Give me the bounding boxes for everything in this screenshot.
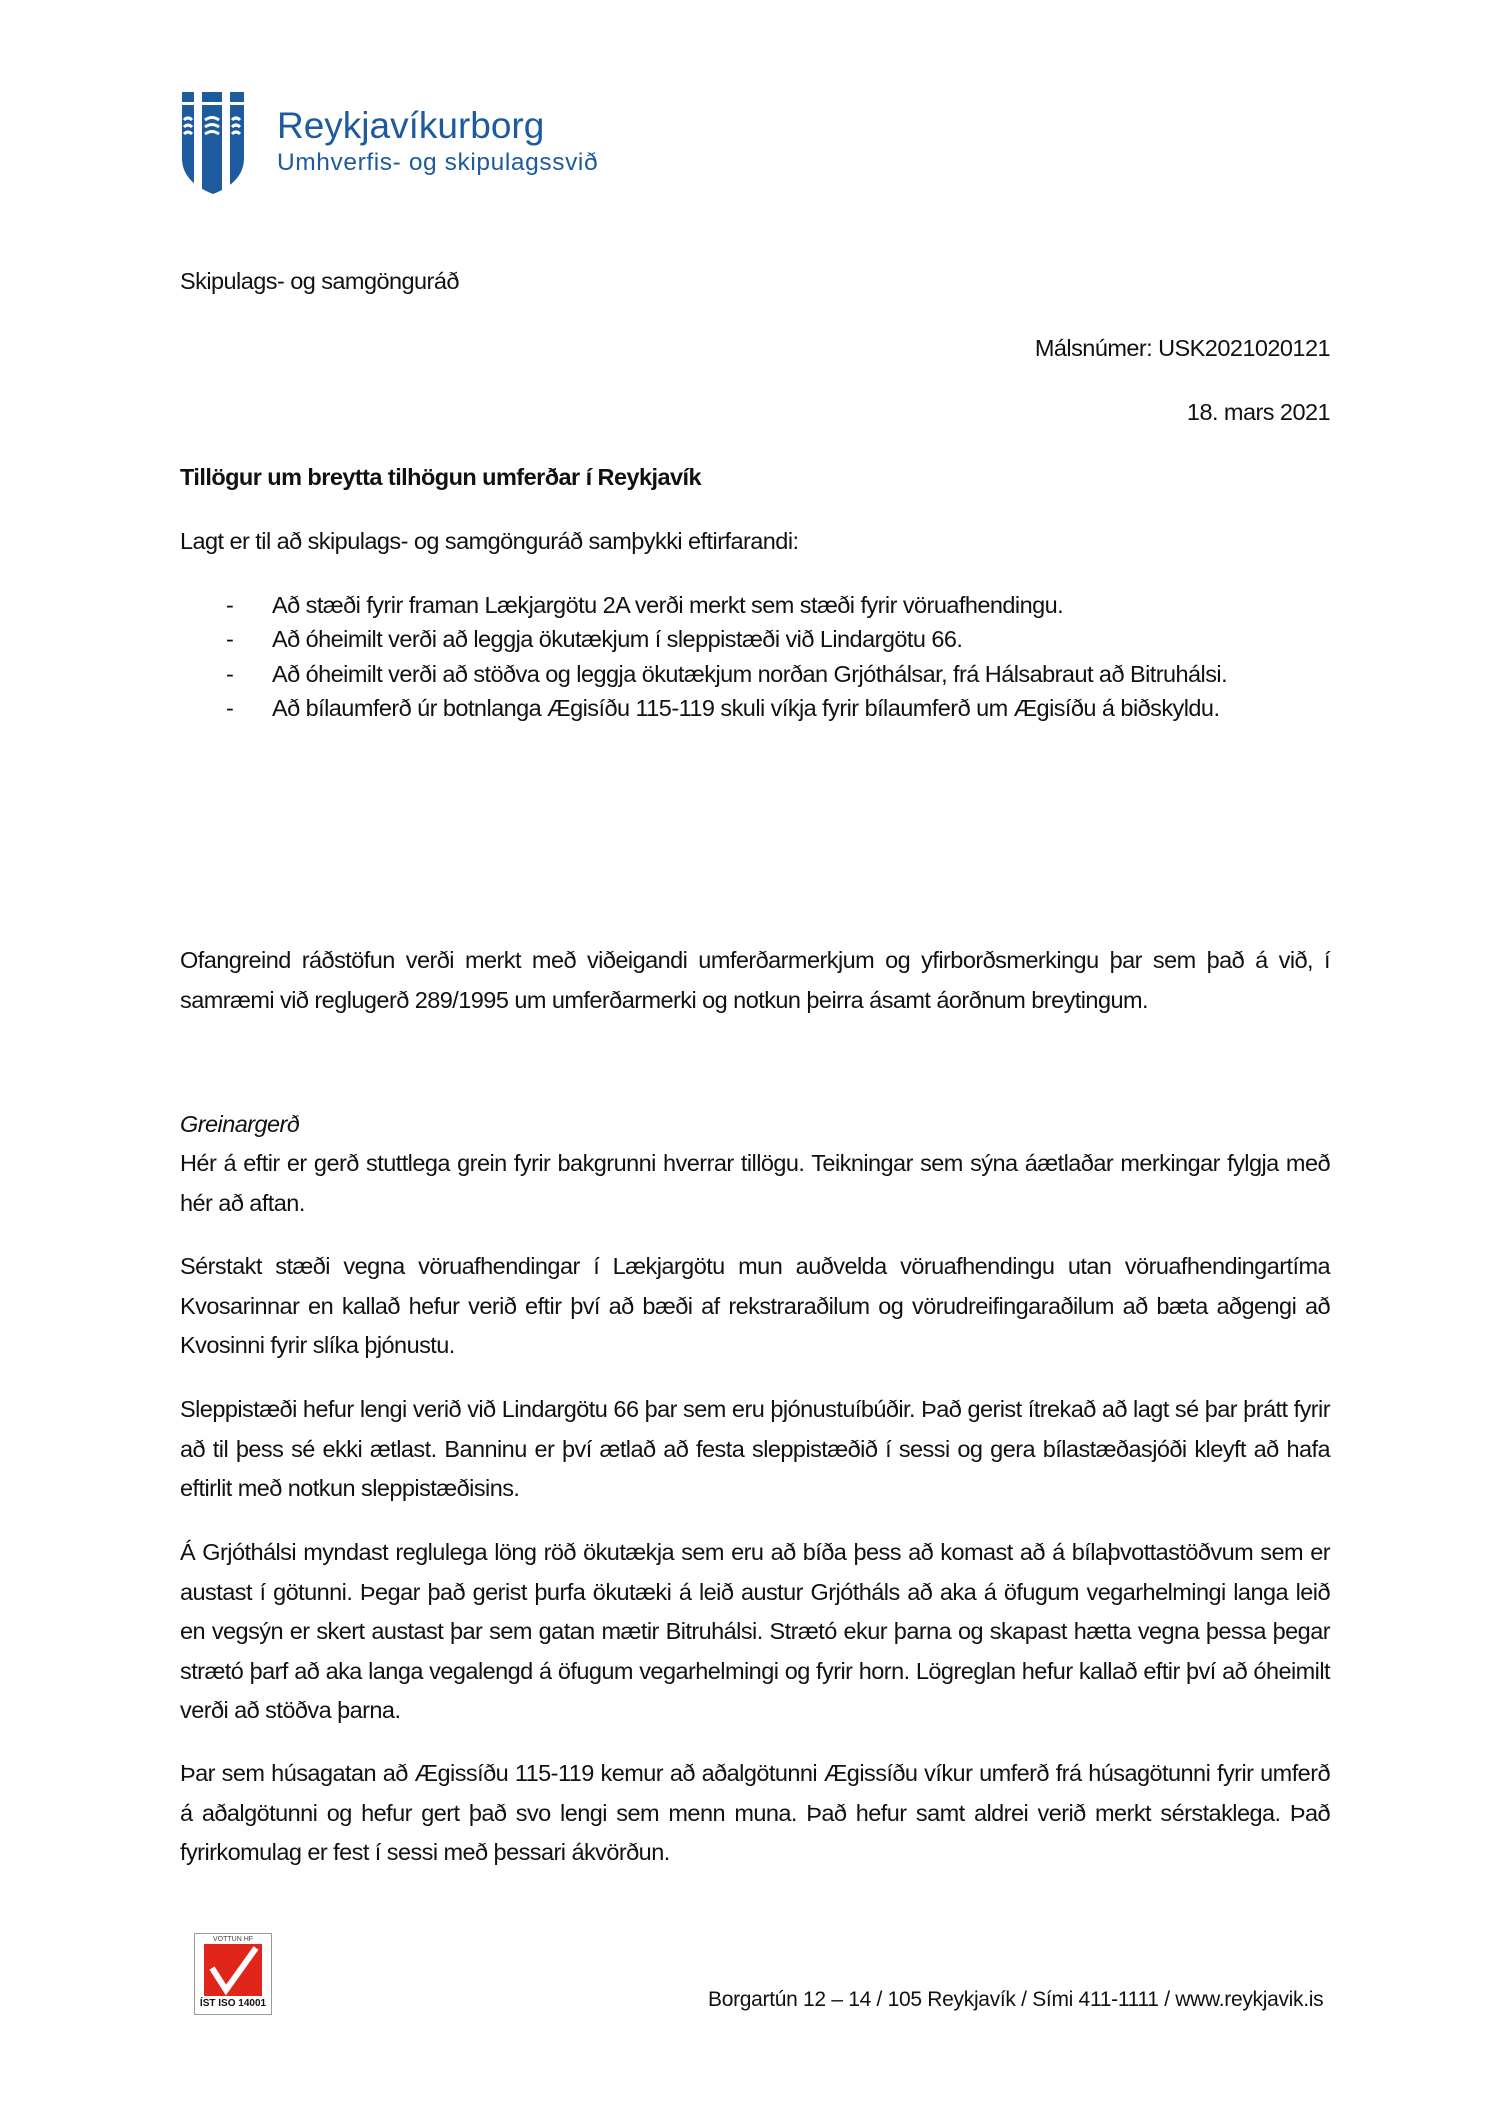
rationale-paragraph: Á Grjóthálsi myndast reglulega löng röð ökutækja sem eru að bíða þess að komast að á bílaþvottastöðvum sem er austast í götunni. Þegar það gerist þurfa ökutæki á leið austur Grjótháls að aka á öfugum vegarhelmingi langa leið en vegsýn er skert austast þar sem gatan mætir Bitruhálsi. Strætó ekur þarna og skapast hætta vegna þessa þegar strætó þarf að aka langa vegalengd á öfugum vegarhelmingi og fyrir horn. Lögreglan hefur kallað eftir því að óheimilt verði að stöðva þarna. [180, 1539, 1330, 1723]
proposal-text: Að óheimilt verði að stöðva og leggja ökutækjum norðan Grjóthálsar, frá Hálsabraut að Bitruhálsi. [272, 660, 1228, 687]
recipient: Skipulags- og samgönguráð [180, 268, 459, 294]
case-number: Málsnúmer: USK2021020121 [1034, 335, 1330, 361]
list-item [180, 588, 1330, 622]
bullet-dash: - [226, 592, 234, 618]
brand-block [277, 104, 598, 178]
intro-text: Lagt er til að skipulags- og samgönguráð samþykki eftirfarandi: [180, 528, 799, 554]
iso-certification-badge [194, 1933, 272, 2015]
proposal-text: Að bílaumferð úr botnlanga Ægisíðu 115-119 skuli víkja fyrir bílaumferð um Ægisíðu á biðskyldu. [272, 694, 1220, 721]
rationale-paragraph: Sérstakt stæði vegna vöruafhendingar í Lækjargötu mun auðvelda vöruafhendingu utan vöruafhendingartíma Kvosarinnar en kallað hefur verið eftir því að bæði af rekstraraðilum og vörudreifingaraðilum að bæta aðgengi að Kvosinni fyrir slíka þjónustu. [180, 1253, 1330, 1358]
proposal-list [180, 588, 1330, 725]
bullet-dash: - [226, 626, 234, 653]
cert-bottom-label: ÍST ISO 14001 [199, 1998, 267, 2009]
rationale-heading: Greinargerð [180, 1111, 300, 1137]
document-title: Tillögur um breytta tilhögun umferðar í Reykjavík [180, 464, 702, 490]
rationale-paragraph: Sleppistæði hefur lengi verið við Lindargötu 66 þar sem eru þjónustuíbúðir. Það gerist ítrekað að lagt sé þar þrátt fyrir að til þess sé ekki ætlast. Banninu er því ætlað að festa sleppistæðið í sessi og gera bílastæðasjóði kleyft að hafa eftirlit með notkun sleppistæðisins. [180, 1396, 1330, 1501]
proposal-text: Að stæði fyrir framan Lækjargötu 2A verði merkt sem stæði fyrir vöruafhendingu. [272, 592, 1064, 618]
bullet-dash: - [226, 660, 234, 687]
coat-of-arms-logo [180, 90, 246, 202]
cert-top-label: VOTTUN HF [212, 1936, 254, 1943]
rationale-paragraph: Þar sem húsagatan að Ægissíðu 115-119 kemur að aðalgötunni Ægissíðu víkur umferð frá húsagötunni fyrir umferð á aðalgötunni og hefur gert það svo lengi sem menn muna. Það hefur samt aldrei verið merkt sérstaklega. Það fyrirkomulag er fest í sessi með þessari ákvörðun. [180, 1760, 1330, 1865]
checkmark-icon [204, 1944, 262, 1996]
rationale-paragraph: Hér á eftir er gerð stuttlega grein fyrir bakgrunni hverrar tillögu. Teikningar sem sýna áætlaðar merkingar fylgja með hér að aftan. [180, 1150, 1330, 1216]
list-item [180, 622, 1330, 656]
bullet-dash: - [226, 694, 234, 721]
department-name: Umhverfis- og skipulagssvið [277, 149, 599, 176]
org-name: Reykjavíkurborg [277, 105, 545, 146]
marking-paragraph: Ofangreind ráðstöfun verði merkt með viðeigandi umferðarmerkjum og yfirborðsmerkingu þar sem það á við, í samræmi við reglugerð 289/1995 um umferðarmerki og notkun þeirra ásamt áorðnum breytingum. [180, 947, 1330, 1013]
list-item [180, 691, 1330, 725]
document-date: 18. mars 2021 [1186, 399, 1330, 425]
footer-address: Borgartún 12 – 14 / 105 Reykjavík / Sími 411-1111 / www.reykjavik.is [708, 1988, 1324, 2011]
list-item [180, 657, 1330, 691]
proposal-text: Að óheimilt verði að leggja ökutækjum í sleppistæði við Lindargötu 66. [272, 626, 963, 653]
